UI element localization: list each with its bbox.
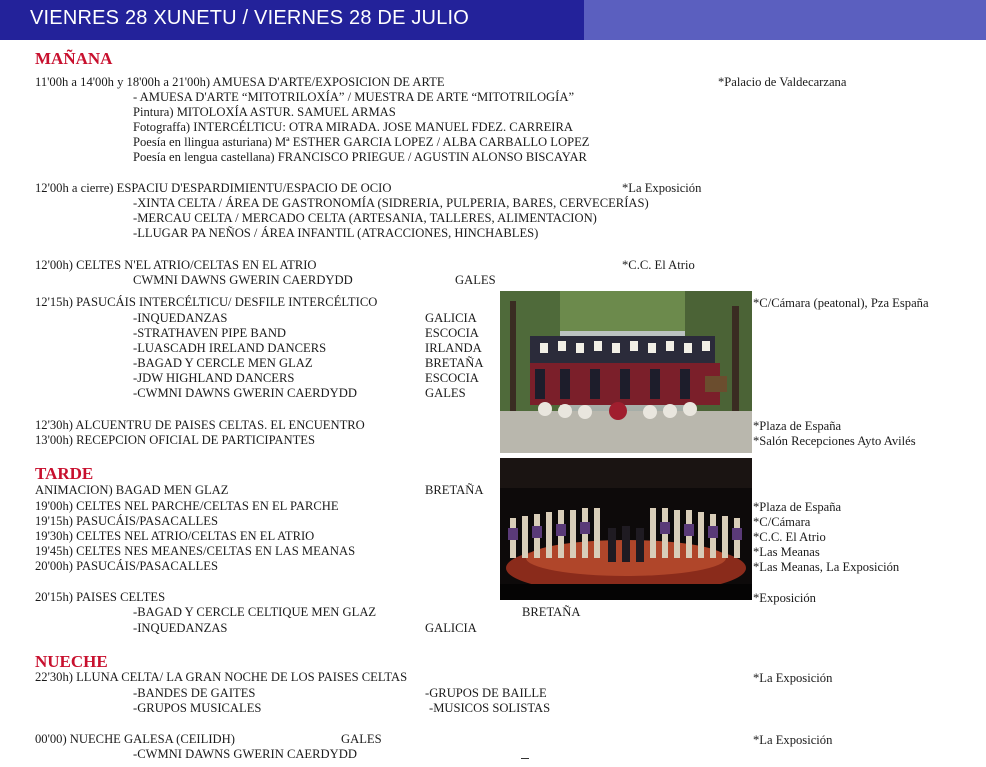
page-title: VIENRES 28 XUNETU / VIERNES 28 DE JULIO <box>30 7 470 29</box>
event-line: Poesía en llingua asturiana) Mª ESTHER GARCIA LOPEZ / ALBA CARBALLO LOPEZ <box>133 135 590 149</box>
group-country: GALES <box>455 273 496 287</box>
photo-stage-performance <box>500 458 752 600</box>
event-place: *C/Cámara (peatonal), Pza España <box>753 296 929 310</box>
event-line: -XINTA CELTA / ÁREA DE GASTRONOMÍA (SIDRERIA, PULPERIA, BARES, CERVECERÍAS) <box>133 196 649 210</box>
event-time: 00'00) NUECHE GALESA (CEILIDH) <box>35 732 235 746</box>
event-line: Pintura) MITOLOXÍA ASTUR. SAMUEL ARMAS <box>133 105 396 119</box>
group-country: GALICIA <box>425 311 477 325</box>
event-place: *Las Meanas <box>753 545 820 559</box>
group-name: -MUSICOS SOLISTAS <box>429 701 551 715</box>
event-place: *La Exposición <box>753 671 833 685</box>
group-country: GALES <box>341 732 382 746</box>
event-time: 12'30h) ALCUENTRU DE PAISES CELTAS. EL ENCUENTRO <box>35 418 365 432</box>
group-name: -GRUPOS DE BAILLE <box>425 686 547 700</box>
group-country: IRLANDA <box>425 341 482 355</box>
event-place: *La Exposición <box>753 733 833 747</box>
group-country: GALES <box>425 386 466 400</box>
group-name: -JDW HIGHLAND DANCERS <box>133 371 295 385</box>
event-time: 19'15h) PASUCÁIS/PASACALLES <box>35 514 218 528</box>
event-line: -LLUGAR PA NEÑOS / ÁREA INFANTIL (ATRACCIONES, HINCHABLES) <box>133 226 539 240</box>
event-place: *Exposición <box>753 591 816 605</box>
photo-stage-performance-image <box>500 458 752 600</box>
header-band-light <box>584 0 986 40</box>
group-country: ESCOCIA <box>425 371 479 385</box>
group-country: BRETAÑA <box>522 605 581 619</box>
event-place: *C.C. El Atrio <box>753 530 826 544</box>
group-name: -GRUPOS MUSICALES <box>133 701 262 715</box>
event-time: 19'30h) CELTES NEL ATRIO/CELTAS EN EL ATRIO <box>35 529 315 543</box>
event-place: *Plaza de España <box>753 500 842 514</box>
group-name: -BAGAD Y CERCLE MEN GLAZ <box>133 356 313 370</box>
group-country: BRETAÑA <box>425 356 484 370</box>
event-place: *Palacio de Valdecarzana <box>718 75 847 89</box>
event-time: ANIMACION) BAGAD MEN GLAZ <box>35 483 229 497</box>
event-line: -MERCAU CELTA / MERCADO CELTA (ARTESANIA, TALLERES, ALIMENTACION) <box>133 211 597 225</box>
group-name: -CWMNI DAWNS GWERIN CAERDYDD <box>133 747 357 761</box>
section-title-nueche: NUECHE <box>35 652 108 671</box>
group-name: -CWMNI DAWNS GWERIN CAERDYDD <box>133 386 357 400</box>
group-country: BRETAÑA <box>425 483 484 497</box>
group-name: CWMNI DAWNS GWERIN CAERDYDD <box>133 273 353 287</box>
event-time: 20'15h) PAISES CELTES <box>35 590 166 604</box>
event-time: 13'00h) RECEPCION OFICIAL DE PARTICIPANTES <box>35 433 316 447</box>
event-time: 11'00h a 14'00h y 18'00h a 21'00h) AMUESA D'ARTE/EXPOSICION DE ARTE <box>35 75 445 89</box>
section-title-tarde: TARDE <box>35 464 94 483</box>
group-name: -BAGAD Y CERCLE CELTIQUE MEN GLAZ <box>133 605 377 619</box>
event-time: 12'00h a cierre) ESPACIU D'ESPARDIMIENTU/ESPACIO DE OCIO <box>35 181 392 195</box>
event-place: *C/Cámara <box>753 515 811 529</box>
event-time: 20'00h) PASUCÁIS/PASACALLES <box>35 559 218 573</box>
group-name: -STRATHAVEN PIPE BAND <box>133 326 287 340</box>
event-place: *C.C. El Atrio <box>622 258 695 272</box>
event-time: 19'00h) CELTES NEL PARCHE/CELTAS EN EL PARCHE <box>35 499 339 513</box>
event-time: 12'00h) CELTES N'EL ATRIO/CELTAS EN EL ATRIO <box>35 258 317 272</box>
event-place: *Las Meanas, La Exposición <box>753 560 900 574</box>
event-place: *Salón Recepciones Ayto Avilés <box>753 434 916 448</box>
group-name: -INQUEDANZAS <box>133 311 228 325</box>
header-band <box>0 0 986 40</box>
event-line: - AMUESA D'ARTE “MITOTRILOXÍA” / MUESTRA DE ARTE “MITOTRILOGÍA” <box>133 90 575 104</box>
photo-parade-group <box>500 291 752 453</box>
event-place: *La Exposición <box>622 181 702 195</box>
divider-mark <box>521 758 529 759</box>
group-name: -LUASCADH IRELAND DANCERS <box>133 341 327 355</box>
section-title-manana: MAÑANA <box>35 49 113 68</box>
event-time: 22'30h) LLUNA CELTA/ LA GRAN NOCHE DE LOS PAISES CELTAS <box>35 670 408 684</box>
group-name: -INQUEDANZAS <box>133 621 228 635</box>
photo-parade-group-image <box>500 291 752 453</box>
event-line: Poesía en lengua castellana) FRANCISCO PRIEGUE / AGUSTIN ALONSO BISCAYAR <box>133 150 587 164</box>
group-name: -BANDES DE GAITES <box>133 686 256 700</box>
group-country: GALICIA <box>425 621 477 635</box>
event-time: 12'15h) PASUCÁIS INTERCÉLTICU/ DESFILE INTERCÉLTICO <box>35 295 378 309</box>
event-line: Fotograffa) INTERCÉLTICU: OTRA MIRADA. JOSE MANUEL FDEZ. CARREIRA <box>133 120 573 134</box>
group-country: ESCOCIA <box>425 326 479 340</box>
event-place: *Plaza de España <box>753 419 842 433</box>
event-time: 19'45h) CELTES NES MEANES/CELTAS EN LAS MEANAS <box>35 544 356 558</box>
